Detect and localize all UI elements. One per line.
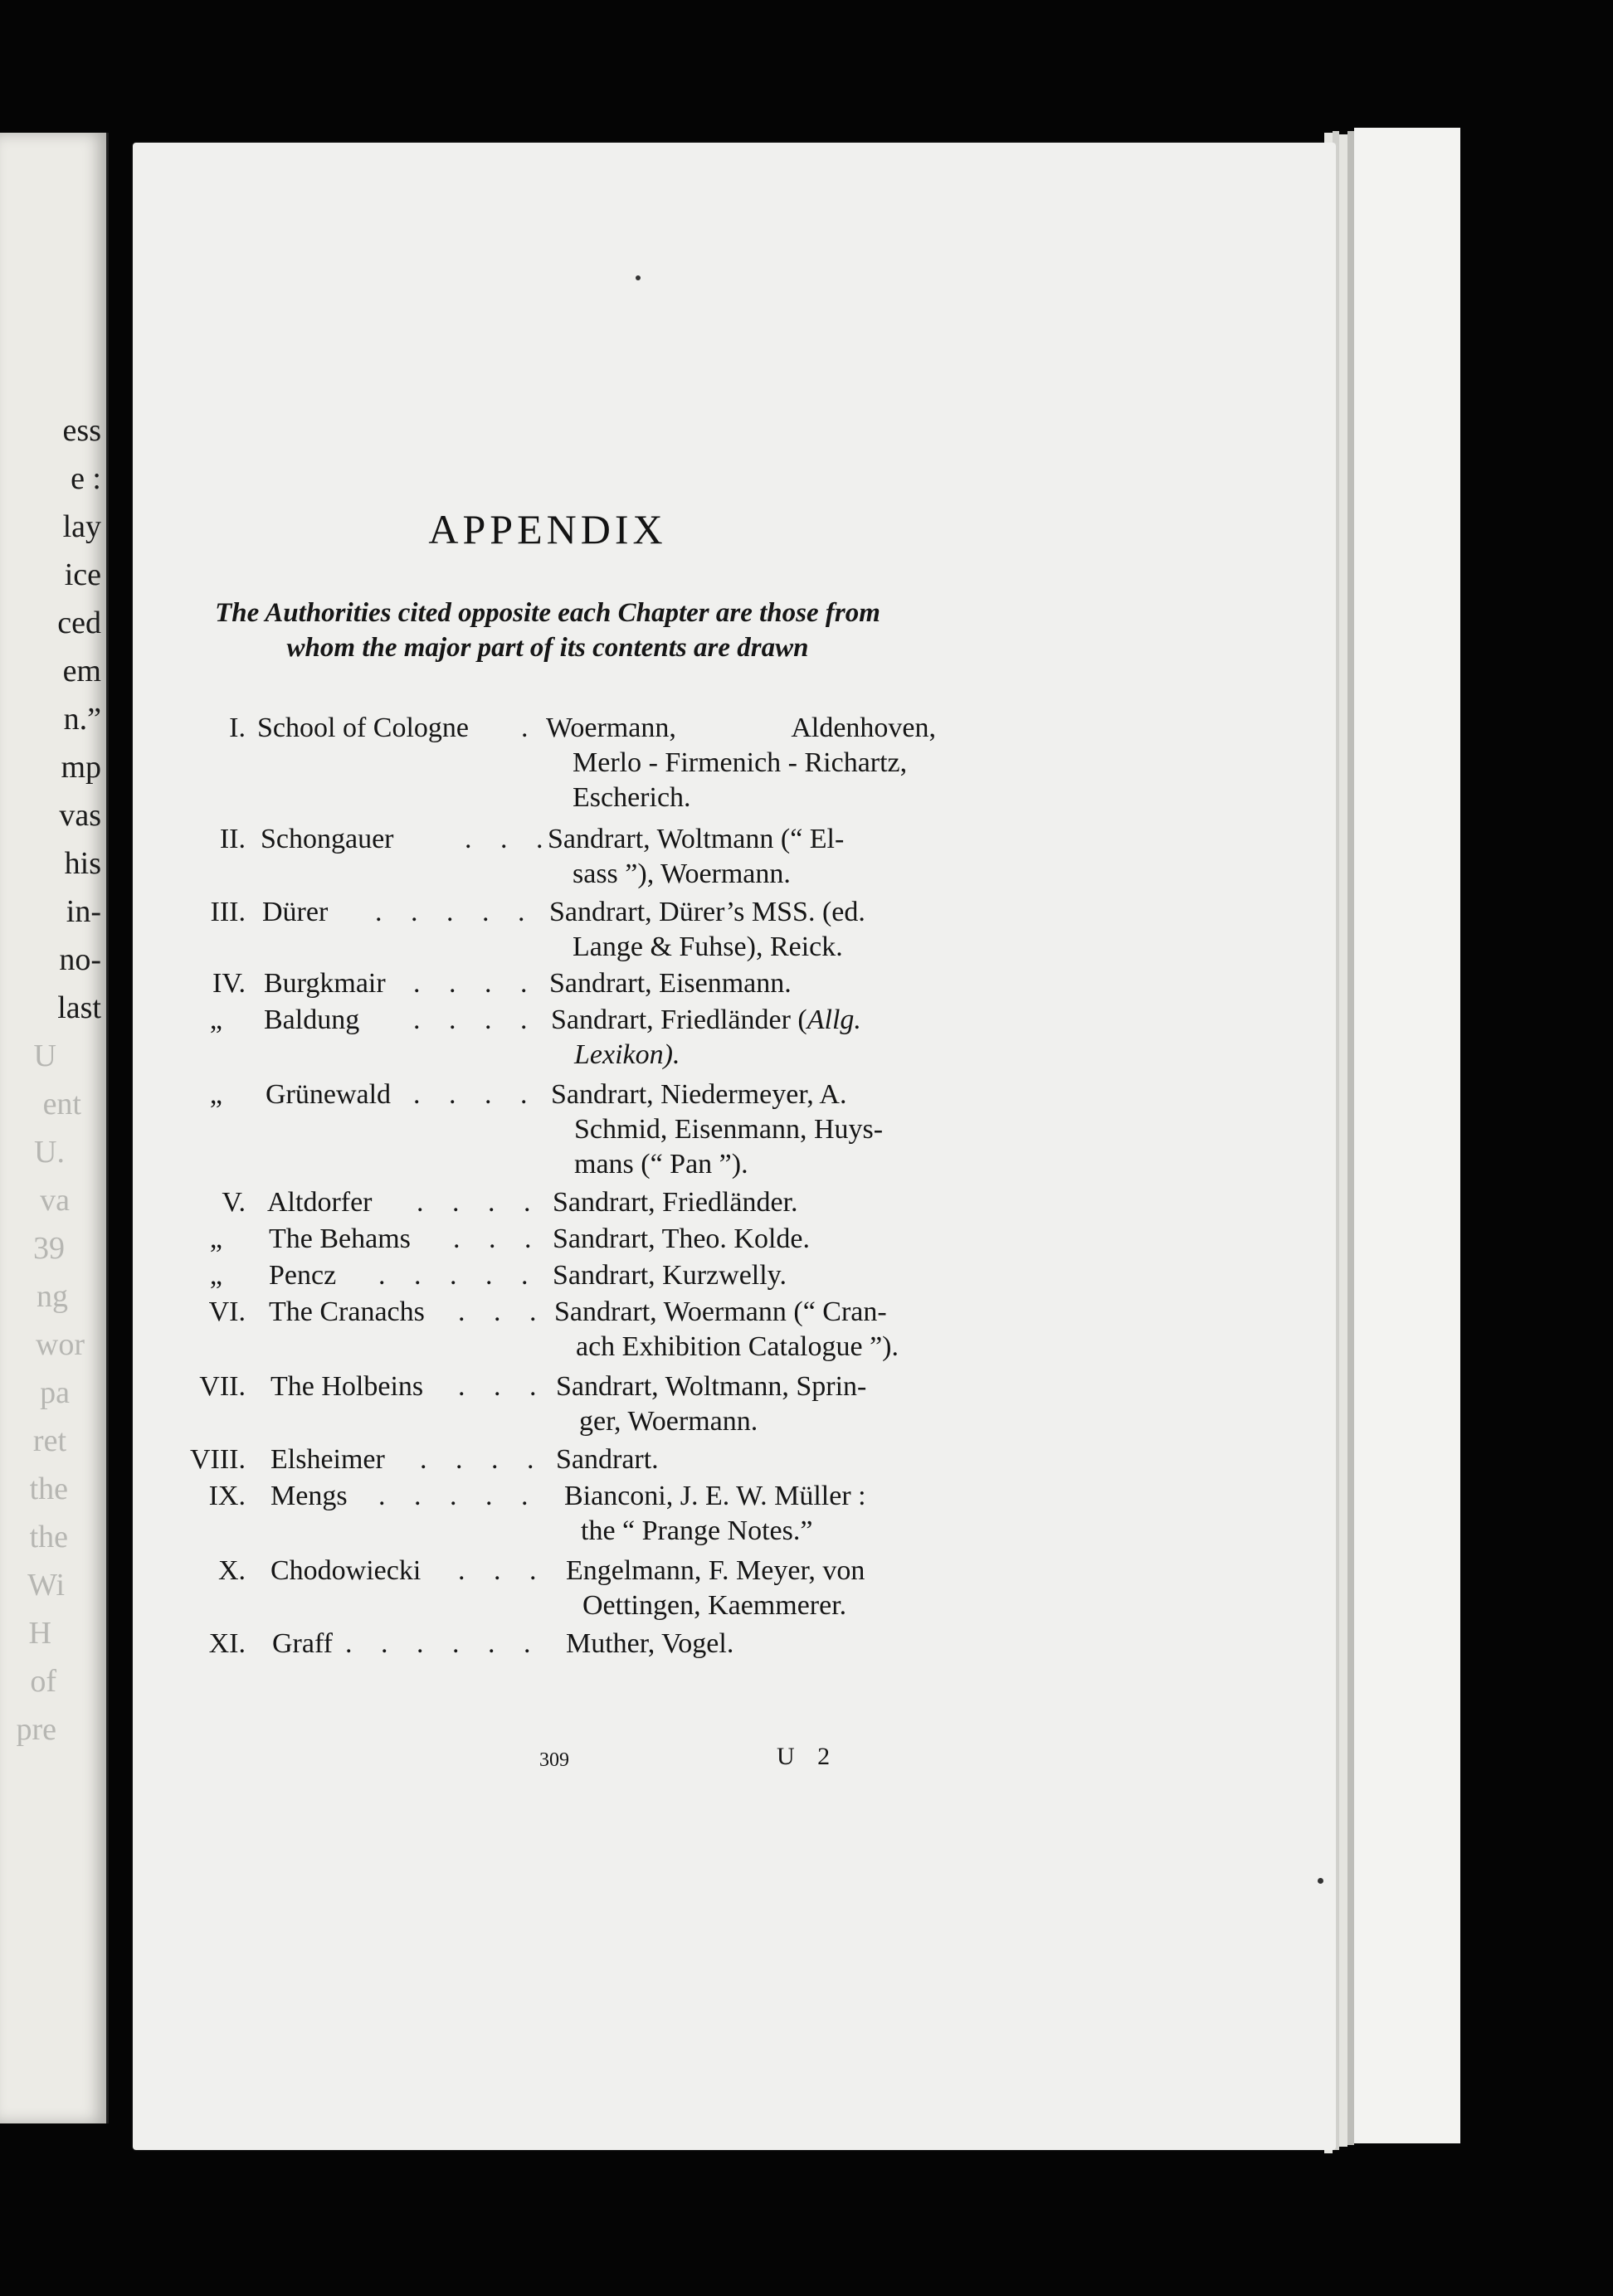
- chapter-name: Graff: [272, 1628, 333, 1659]
- left-page-fragment: his: [64, 846, 101, 881]
- left-page-faint-fragment: ent: [42, 1087, 81, 1121]
- authorities-line: Engelmann, F. Meyer, von: [566, 1555, 865, 1586]
- chapter-name: School of Cologne: [257, 713, 469, 743]
- chapter-numeral: I.: [229, 713, 246, 743]
- left-page-faint-fragment: the: [29, 1520, 68, 1554]
- left-page-fragment: ess: [62, 413, 101, 448]
- left-page-fragment: em: [62, 654, 101, 688]
- ditto-mark: „: [209, 1079, 222, 1110]
- right-page-edge: [1354, 128, 1460, 2143]
- subtitle-line-2: whom the major part of its contents are drawn: [286, 633, 809, 663]
- left-page-faint-fragment: pre: [16, 1712, 56, 1747]
- authorities-line: Sandrart, Eisenmann.: [549, 968, 792, 999]
- ditto-mark: „: [209, 1223, 222, 1254]
- authorities-line: ach Exhibition Catalogue ”).: [576, 1331, 899, 1362]
- chapter-numeral: II.: [219, 824, 246, 854]
- chapter-name: Grünewald: [266, 1079, 392, 1110]
- left-page-faint-fragment: wor: [35, 1327, 85, 1362]
- authorities-line: mans (“ Pan ”).: [574, 1149, 748, 1180]
- left-page-faint-fragment: of: [30, 1664, 56, 1699]
- authorities-line: Lexikon).: [574, 1039, 680, 1070]
- left-page-fragment: n.”: [63, 702, 101, 737]
- authorities-line: Bianconi, J. E. W. Müller :: [564, 1481, 866, 1511]
- authorities-line: Schmid, Eisenmann, Huys-: [574, 1114, 884, 1145]
- authorities-line: Sandrart, Kurzwelly.: [553, 1260, 787, 1291]
- chapter-name: Chodowiecki: [270, 1555, 422, 1586]
- left-page-faint-fragment: U.: [34, 1135, 65, 1170]
- chapter-numeral: III.: [210, 897, 246, 927]
- book-page: [133, 143, 1336, 2150]
- chapter-numeral: IX.: [208, 1481, 246, 1511]
- left-page-fragment: mp: [61, 750, 101, 785]
- left-page-faint-fragment: 39: [33, 1231, 65, 1266]
- chapter-name: Schongauer: [261, 824, 394, 854]
- chapter-name: Mengs: [270, 1481, 348, 1511]
- chapter-numeral: VII.: [199, 1371, 246, 1402]
- chapter-numeral: VI.: [208, 1296, 246, 1327]
- leader-dots: . . .: [453, 1223, 543, 1254]
- authorities-line: Sandrart, Woltmann, Sprin-: [556, 1371, 867, 1402]
- ditto-mark: „: [209, 1260, 222, 1291]
- page-edge: [1347, 131, 1354, 2145]
- left-page-faint-fragment: H: [28, 1616, 51, 1651]
- chapter-name: Baldung: [264, 1004, 360, 1035]
- authorities-line: [546, 712, 936, 745]
- chapter-numeral: IV.: [212, 968, 246, 999]
- page-title: APPENDIX: [428, 506, 667, 552]
- chapter-name: Altdorfer: [267, 1187, 373, 1218]
- page-speck: [636, 275, 641, 280]
- authorities-line: Sandrart, Dürer’s MSS. (ed.: [549, 897, 865, 927]
- left-facing-page: [0, 133, 109, 2123]
- authorities-line: Sandrart, Woermann (“ Cran-: [554, 1296, 887, 1327]
- authorities-line: Lange & Fuhse), Reick.: [573, 932, 843, 962]
- page-number: 309: [539, 1749, 569, 1771]
- authorities-line: Escherich.: [573, 782, 691, 813]
- left-page-fragment: vas: [59, 798, 101, 833]
- authority-text: Aldenhoven,: [791, 713, 936, 743]
- leader-dots: . . .: [458, 1555, 548, 1586]
- left-page-fragment: no-: [59, 942, 101, 977]
- page-speck: [1318, 1878, 1323, 1884]
- chapter-name: The Cranachs: [269, 1296, 425, 1327]
- chapter-name: The Behams: [269, 1223, 411, 1254]
- left-page-faint-fragment: pa: [40, 1375, 70, 1410]
- leader-dots: .: [521, 713, 539, 743]
- authorities-line: Merlo - Firmenich - Richartz,: [573, 747, 908, 778]
- authorities-line: the “ Prange Notes.”: [581, 1515, 813, 1546]
- left-page-fragment: last: [57, 990, 101, 1025]
- authorities-line: Sandrart, Friedländer (Allg.: [551, 1004, 861, 1035]
- authorities-line: Sandrart, Woltmann (“ El-: [548, 824, 845, 854]
- authorities-line: Sandrart, Theo. Kolde.: [553, 1223, 811, 1254]
- leader-dots: . . .: [458, 1296, 548, 1327]
- leader-dots: . . . . .: [375, 897, 536, 927]
- chapter-numeral: VIII.: [189, 1444, 246, 1475]
- leader-dots: . . . . .: [378, 1481, 539, 1511]
- leader-dots: . . .: [465, 824, 554, 854]
- authorities-line: Muther, Vogel.: [566, 1628, 734, 1659]
- chapter-name: Burgkmair: [264, 968, 386, 999]
- chapter-numeral: X.: [217, 1555, 246, 1586]
- left-page-fragment: e :: [71, 461, 101, 496]
- left-page-faint-fragment: the: [29, 1471, 68, 1506]
- leader-dots: . . . .: [413, 1004, 538, 1035]
- chapter-numeral: V.: [222, 1187, 246, 1218]
- left-page-faint-fragment: va: [40, 1183, 70, 1218]
- leader-dots: . . . .: [413, 968, 538, 999]
- left-page-fragment: ced: [57, 606, 101, 640]
- authorities-line: Sandrart, Friedländer.: [553, 1187, 798, 1218]
- leader-dots: . . . . .: [378, 1260, 539, 1291]
- authorities-line: Oettingen, Kaemmerer.: [582, 1590, 847, 1621]
- chapter-name: Pencz: [269, 1260, 337, 1291]
- authority-text: Woermann,: [546, 713, 676, 743]
- leader-dots: . . . .: [417, 1187, 542, 1218]
- leader-dots: . . . . . .: [345, 1628, 542, 1659]
- leader-dots: . . . .: [420, 1444, 545, 1475]
- authorities-line: ger, Woermann.: [579, 1406, 758, 1437]
- chapter-name: The Holbeins: [270, 1371, 424, 1402]
- left-page-faint-fragment: U: [33, 1039, 56, 1073]
- left-page-fragment: in-: [66, 894, 101, 929]
- leader-dots: . . . .: [413, 1079, 538, 1110]
- leader-dots: . . .: [458, 1371, 548, 1402]
- left-page-faint-fragment: ret: [32, 1423, 66, 1458]
- page-edge: [1339, 134, 1347, 2147]
- chapter-name: Dürer: [262, 897, 329, 927]
- chapter-numeral: XI.: [208, 1628, 246, 1659]
- authorities-line: sass ”), Woermann.: [573, 859, 791, 889]
- authorities-line: Sandrart.: [556, 1444, 659, 1475]
- subtitle-line-1: The Authorities cited opposite each Chapter are those from: [215, 598, 880, 628]
- left-page-faint-fragment: Wi: [27, 1568, 65, 1603]
- authorities-line: Sandrart, Niedermeyer, A.: [551, 1079, 847, 1110]
- signature-mark: U 2: [777, 1743, 839, 1770]
- italic-abbreviation: Allg.: [806, 1004, 861, 1035]
- left-page-faint-fragment: ng: [37, 1279, 68, 1314]
- left-page-fragment: lay: [62, 509, 101, 544]
- chapter-name: Elsheimer: [270, 1444, 385, 1475]
- ditto-mark: „: [209, 1004, 222, 1035]
- left-page-fragment: ice: [64, 557, 101, 592]
